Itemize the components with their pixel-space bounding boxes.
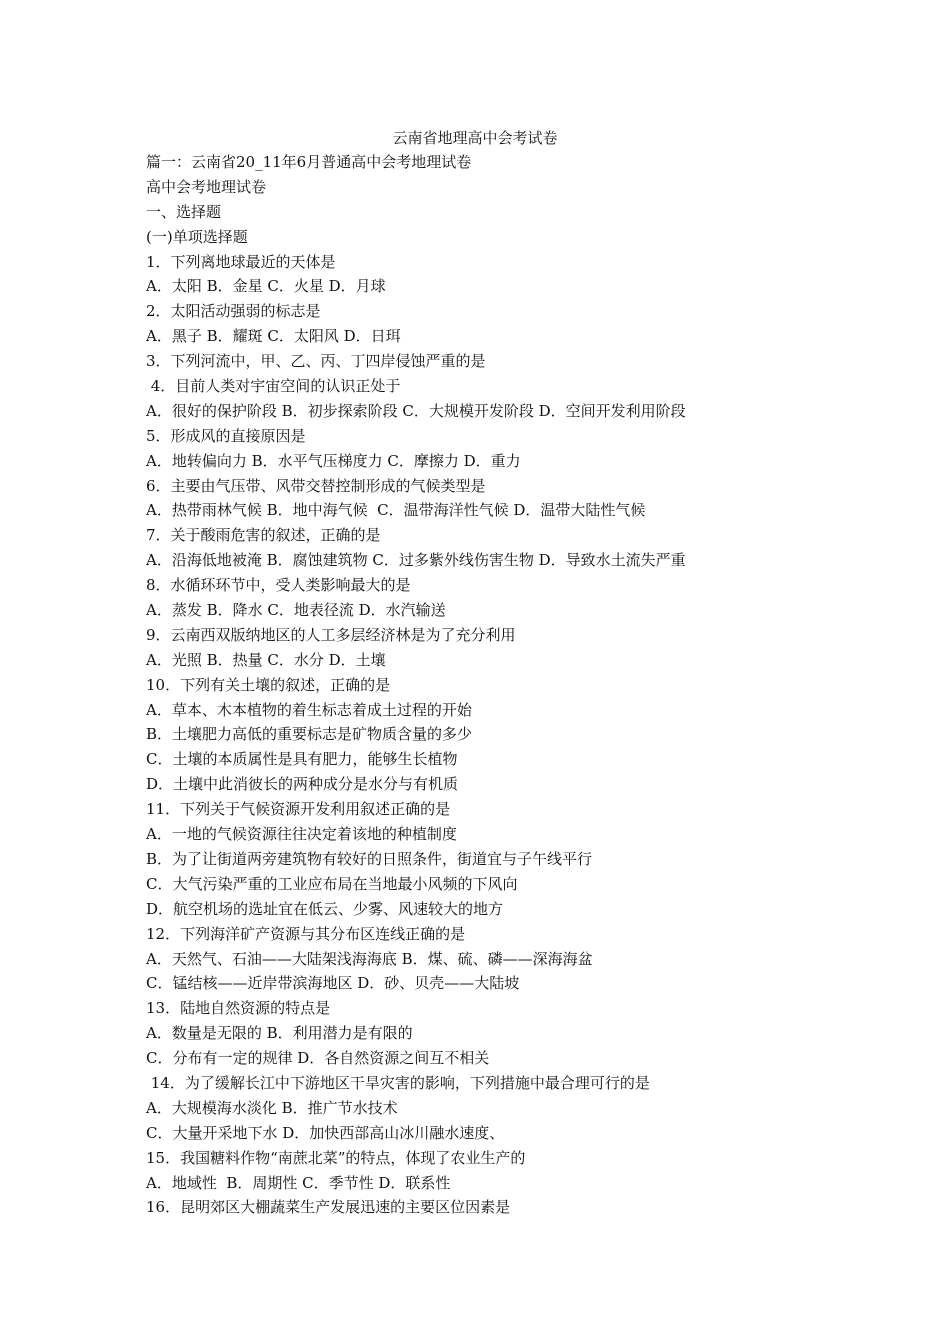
options: A．沿海低地被淹 B．腐蚀建筑物 C．过多紫外线伤害生物 D．导致水土流失严重 (146, 551, 686, 570)
option-line: A．一地的气候资源往往决定着该地的种植制度 (146, 825, 457, 844)
options: A．地转偏向力 B．水平气压梯度力 C．摩擦力 D．重力 (146, 451, 521, 470)
question: 6．主要由气压带、风带交替控制形成的气候类型是 (146, 476, 486, 495)
question: 15．我国糖料作物“南蔗北菜”的特点，体现了农业生产的 (146, 1148, 526, 1167)
option-line: C．分布有一定的规律 D．各自然资源之间互不相关 (146, 1049, 490, 1068)
option-line: D．土壤中此消彼长的两种成分是水分与有机质 (146, 775, 459, 794)
question: 3．下列河流中，甲、乙、丙、丁四岸侵蚀严重的是 (146, 352, 486, 371)
question: 5．形成风的直接原因是 (146, 426, 306, 445)
question: 4．目前人类对宇宙空间的认识正处于 (146, 377, 401, 396)
question: 12．下列海洋矿产资源与其分布区连线正确的是 (146, 924, 466, 943)
option-line: C．锰结核——近岸带滨海地区 D．砂、贝壳——大陆坡 (146, 974, 520, 993)
option-line: B．土壤肥力高低的重要标志是矿物质含量的多少 (146, 725, 473, 744)
options: A．热带雨林气候 B．地中海气候 C．温带海洋性气候 D．温带大陆性气候 (146, 501, 646, 520)
options: A．地域性 B．周期性 C．季节性 D．联系性 (146, 1173, 451, 1192)
options: A．黑子 B．耀斑 C．太阳风 D．日珥 (146, 327, 401, 346)
question: 2．太阳活动强弱的标志是 (146, 302, 321, 321)
question: 1．下列离地球最近的天体是 (146, 252, 336, 271)
options: A．很好的保护阶段 B．初步探索阶段 C．大规模开发阶段 D．空间开发利用阶段 (146, 401, 686, 420)
question: 9．云南西双版纳地区的人工多层经济林是为了充分利用 (146, 625, 516, 644)
text-line: 高中会考地理试卷 (146, 177, 267, 196)
subsection-heading: (一)单项选择题 (146, 227, 248, 246)
question: 10．下列有关土壤的叙述，正确的是 (146, 675, 391, 694)
question: 14．为了缓解长江中下游地区干旱灾害的影响，下列措施中最合理可行的是 (146, 1073, 650, 1092)
question: 8．水循环环节中，受人类影响最大的是 (146, 576, 411, 595)
document-body (146, 150, 866, 1220)
option-line: D．航空机场的选址宜在低云、少雾、风速较大的地方 (146, 899, 504, 918)
option-line: B．为了让街道两旁建筑物有较好的日照条件，街道宜与子午线平行 (146, 849, 593, 868)
options: A．蒸发 B．降水 C．地表径流 D．水汽输送 (146, 601, 446, 620)
option-line: A．数量是无限的 B．利用潜力是有限的 (146, 1024, 413, 1043)
question: 7．关于酸雨危害的叙述，正确的是 (146, 526, 381, 545)
options: A．太阳 B．金星 C．火星 D．月球 (146, 277, 386, 296)
document-title: 云南省地理高中会考试卷 (392, 129, 558, 147)
option-line: A．天然气、石油——大陆架浅海海底 B．煤、硫、磷——深海海盆 (146, 949, 593, 968)
question: 11．下列关于气候资源开发利用叙述正确的是 (146, 800, 451, 819)
question: 16．昆明郊区大棚蔬菜生产发展迅速的主要区位因素是 (146, 1198, 511, 1217)
option-line: A．草本、木本植物的着生标志着成土过程的开始 (146, 700, 472, 719)
question: 13．陆地自然资源的特点是 (146, 999, 331, 1018)
text-line: 篇一：云南省20_11年6月普通高中会考地理试卷 (146, 153, 472, 171)
option-line: C．大量开采地下水 D．加快西部高山冰川融水速度、 (146, 1123, 505, 1142)
section-heading: 一、选择题 (146, 202, 222, 221)
option-line: C．大气污染严重的工业应布局在当地最小风频的下风向 (146, 874, 518, 893)
option-line: C．土壤的本质属性是具有肥力，能够生长植物 (146, 750, 458, 769)
option-line: A．大规模海水淡化 B．推广节水技术 (146, 1098, 398, 1117)
options: A．光照 B．热量 C．水分 D．土壤 (146, 650, 386, 669)
